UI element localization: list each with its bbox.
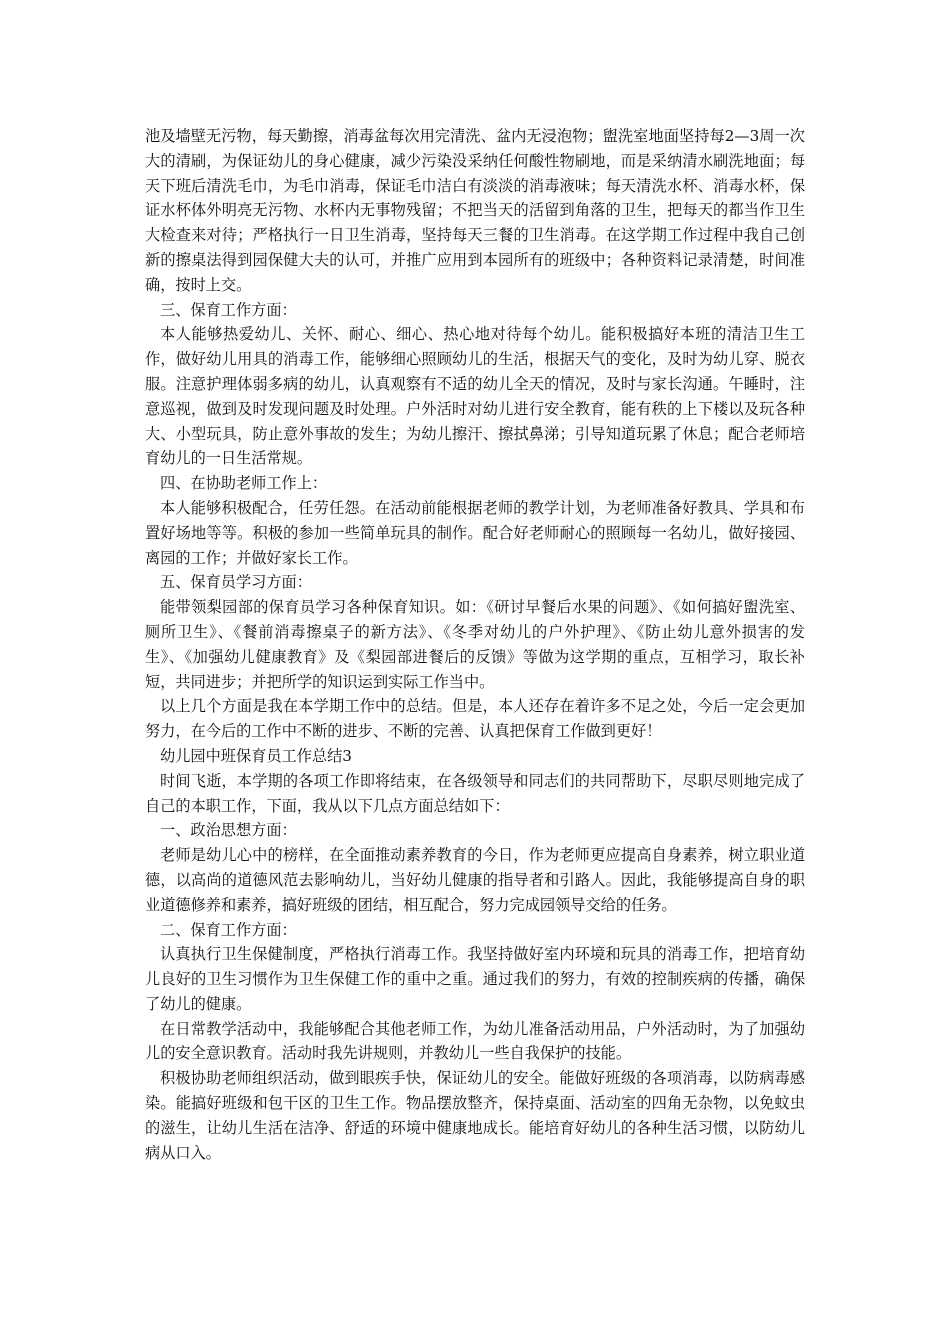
section-heading-political: 一、政治思想方面： — [160, 821, 297, 840]
paragraph-conclusion: 以上几个方面是我在本学期工作中的总结。但是，本人还存在着许多不足之处，今后一定会更加努力，在今后的工作中不断的进步、不断的完善、认真把保育工作做到更好！ — [145, 697, 805, 741]
paragraph-assist-activities: 积极协助老师组织活动，做到眼疾手快，保证幼儿的安全。能做好班级的各项消毒，以防病毒感染。能搞好班级和包干区的卫生工作。物品摆放整齐，保持桌面、活动室的四角无杂物，以免蚊虫的滋生，让幼儿生活在洁净、舒适的环境中健康地成长。能培育好幼儿的各种生活习惯，以防幼儿病从口入。 — [145, 1069, 805, 1162]
document-page — [145, 124, 805, 1165]
section-heading-study: 五、保育员学习方面： — [160, 573, 312, 592]
section-heading-assist-teacher: 四、在协助老师工作上： — [160, 474, 328, 493]
section-heading-care-work: 三、保育工作方面： — [160, 300, 297, 319]
paragraph-political: 老师是幼儿心中的榜样，在全面推动素养教育的今日，作为老师更应提高自身素养，树立职业道德，以高尚的道德风范去影响幼儿，当好幼儿健康的指导者和引路人。因此，我能够提高自身的职业道德修养和素养，搞好班级的团结，相互配合，努力完成园领导交给的任务。 — [145, 846, 805, 914]
paragraph-assist-teacher: 本人能够积极配合，任劳任怨。在活动前能根据老师的教学计划，为老师准备好教具、学具和布置好场地等等。积极的参加一些简单玩具的制作。配合好老师耐心的照顾每一名幼儿，做好接园、离园的工作；并做好家长工作。 — [145, 498, 805, 567]
paragraph-intro: 时间飞逝，本学期的各项工作即将结束，在各级领导和同志们的共同帮助下，尽职尽则地完成了自己的本职工作，下面，我从以下几点方面总结如下： — [145, 771, 805, 815]
document-title-summary-3: 幼儿园中班保育员工作总结3 — [160, 746, 352, 765]
paragraph-continuation: 池及墙壁无污物，每天勤擦，消毒盆每次用完清洗、盆内无浸泡物；盥洗室地面坚持每2—3周一次大的清刷，为保证幼儿的身心健康，减少污染没采纳任何酸性物刷地，而是采纳清水刷洗地面；每天下班后清洗毛巾，为毛巾消毒，保证毛巾洁白有淡淡的消毒液味；每天清洗水杯、消毒水杯，保证水杯体外明亮无污物、水杯内无事物残留；不把当天的活留到角落的卫生，把每天的都当作卫生大检查来对待；严格执行一日卫生消毒，坚持每天三餐的卫生消毒。在这学期工作过程中我自己创新的擦桌法得到园保健大夫的认可，并推广应用到本园所有的班级中；各种资料记录清楚，时间准确，按时上交。 — [145, 127, 805, 294]
paragraph-daily-activities: 在日常教学活动中，我能够配合其他老师工作，为幼儿准备活动用品，户外活动时，为了加强幼儿的安全意识教育。活动时我先讲规则，并教幼儿一些自我保护的技能。 — [145, 1019, 805, 1063]
paragraph-hygiene: 认真执行卫生保健制度，严格执行消毒工作。我坚持做好室内环境和玩具的消毒工作，把培育幼儿良好的卫生习惯作为卫生保健工作的重中之重。通过我们的努力，有效的控制疾病的传播，确保了幼儿的健康。 — [145, 945, 805, 1013]
paragraph-care-work: 本人能够热爱幼儿、关怀、耐心、细心、热心地对待每个幼儿。能积极搞好本班的清洁卫生工作，做好幼儿用具的消毒工作，能够细心照顾幼儿的生活，根据天气的变化，及时为幼儿穿、脱衣服。注意护理体弱多病的幼儿，认真观察有不适的幼儿全天的情况，及时与家长沟通。午睡时，注意巡视，做到及时发现问题及时处理。户外活时对幼儿进行安全教育，能有秩的上下楼以及玩各种大、小型玩具，防止意外事故的发生；为幼儿擦汗、擦拭鼻涕；引导知道玩累了休息；配合老师培育幼儿的一日生活常规。 — [145, 325, 805, 468]
section-heading-care-work-2: 二、保育工作方面： — [160, 920, 297, 939]
paragraph-study: 能带领梨园部的保育员学习各种保育知识。如：《研讨早餐后水果的问题》、《如何搞好盥洗室、厕所卫生》、《餐前消毒擦桌子的新方法》、《冬季对幼儿的户外护理》、《防止幼儿意外损害的发生》、《加强幼儿健康教育》及《梨园部进餐后的反馈》等做为这学期的重点，互相学习，取长补短，共同进步；并把所学的知识运到实际工作当中。 — [145, 598, 805, 691]
